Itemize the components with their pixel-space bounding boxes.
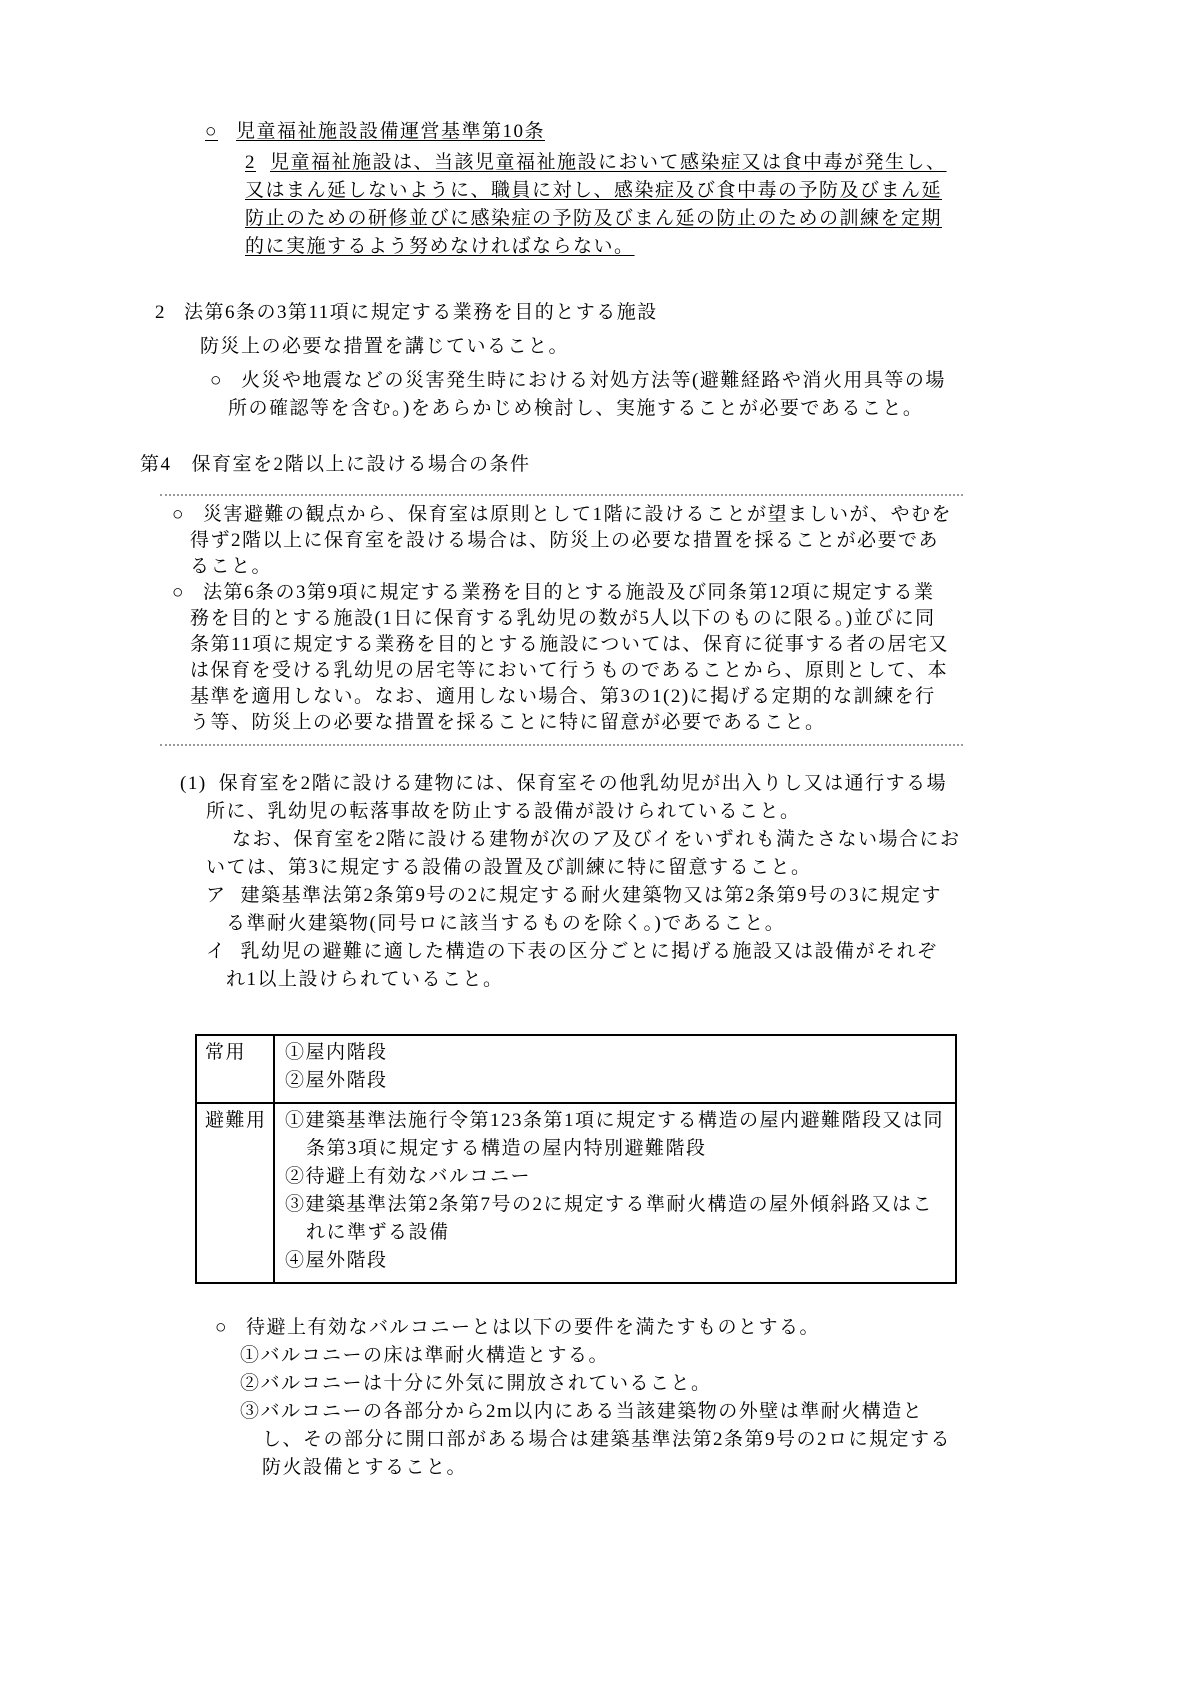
item-1-block (180, 770, 1181, 994)
section-4-heading-text: 保育室を2階以上に設ける場合の条件 (191, 454, 531, 475)
note-item (172, 580, 954, 736)
section-2-note (210, 367, 965, 423)
note-text: 災害避難の観点から、保育室は原則として1階に設けることが望ましいが、やむを得ず2階以上に保育室を設ける場合は、防災上の必要な措置を採ることが必要であること。 (190, 504, 952, 577)
balcony-heading-text: 待避上有効なバルコニーとは以下の要件を満たすものとする。 (245, 1317, 820, 1338)
balcony-heading (215, 1314, 963, 1342)
note-text: 法第6条の3第9項に規定する業務を目的とする施設及び同条第12項に規定する業務を目的とする施設(1日に保育する乳幼児の数が5人以下のものに限る。)並びに同条第11項に規定する業務を目的とする施設については、保育に従事する者の居宅又は保育を受ける乳幼児の居宅等において行うものであることから、原則として、本基準を適用しない。なお、適用しない場合、第3の1(2)に掲げる定期的な訓練を行う等、防災上の必要な措置を採ることに特に留意が必要であること。 (190, 582, 949, 733)
sub-item-i-text: 乳幼児の避難に適した構造の下表の区分ごとに掲げる施設又は設備がそれぞれ1以上設けられていること。 (226, 941, 938, 990)
table-row (196, 1035, 956, 1103)
section-2-heading-text: 法第6条の3第11項に規定する業務を目的とする施設 (184, 302, 658, 323)
circle-bullet-icon: ○ (210, 370, 223, 391)
section-2 (155, 299, 1181, 423)
item-1-number: (1) (180, 773, 207, 794)
table-cell-line: ②待避上有効なバルコニー (285, 1166, 532, 1187)
section-2-number: 2 (155, 302, 166, 323)
table-cell-line: ①屋内階段 (285, 1042, 388, 1063)
note-item (172, 502, 954, 580)
sub-item-i (206, 938, 958, 994)
table-cell-line: ④屋外階段 (285, 1250, 388, 1271)
section-2-heading (155, 299, 1181, 327)
balcony-requirement: ①バルコニーの床は準耐火構造とする。 (240, 1345, 610, 1366)
item-1-paragraph (180, 770, 962, 826)
table-cell-line: ③建築基準法第2条第7号の2に規定する準耐火構造の屋外傾斜路又はこれに準ずる設備 (285, 1194, 934, 1243)
section-2-note-text: 火災や地震などの災害発生時における対処方法等(避難経路や消火用具等の場所の確認等を含む。)をあらかじめ検討し、実施することが必要であること。 (228, 370, 946, 419)
balcony-requirements-block (215, 1314, 1181, 1482)
circle-bullet-icon: ○ (172, 582, 185, 603)
sub-item-a (206, 882, 958, 938)
item-1-note: なお、保育室を2階に設ける建物が次のア及びイをいずれも満たさない場合においては、第3に規定する設備の設置及び訓練に特に留意すること。 (206, 829, 961, 878)
section-ordinance-quote (205, 118, 1181, 261)
sub-item-a-label: ア (206, 885, 227, 906)
section-4-heading (140, 451, 1181, 479)
ordinance-paragraph (245, 149, 960, 261)
circle-bullet-icon: ○ (205, 121, 218, 142)
sub-item-i-label: イ (206, 941, 227, 962)
stair-facility-table (195, 1034, 957, 1284)
circle-bullet-icon: ○ (172, 504, 185, 525)
table-cell-line: ②屋外階段 (285, 1070, 388, 1091)
sub-item-a-text: 建築基準法第2条第9号の2に規定する耐火建築物又は第2条第9号の3に規定する準耐火建築物(同号ロに該当するものを除く。)であること。 (226, 885, 943, 934)
ordinance-title: 児童福祉施設設備運営基準第10条 (235, 121, 545, 142)
balcony-requirement-list (240, 1342, 962, 1482)
dotted-note-box (160, 494, 963, 746)
paragraph-number: 2 (245, 152, 256, 173)
circle-bullet-icon: ○ (215, 1317, 228, 1338)
section-2-requirement: 防災上の必要な措置を講じていること。 (200, 336, 570, 357)
table-cell-line: ①建築基準法施行令第123条第1項に規定する構造の屋内避難階段又は同条第3項に規定する構造の屋内特別避難階段 (285, 1110, 945, 1159)
balcony-requirement: ②バルコニーは十分に外気に開放されていること。 (240, 1373, 712, 1394)
section-4-number: 第4 (140, 454, 172, 475)
table-content-cell (274, 1103, 956, 1283)
item-1-text: 保育室を2階に設ける建物には、保育室その他乳幼児が出入りし又は通行する場所に、乳幼児の転落事故を防止する設備が設けられていること。 (206, 773, 948, 822)
paragraph-text: 児童福祉施設は、当該児童福祉施設において感染症又は食中毒が発生し、又はまん延しないように、職員に対し、感染症及び食中毒の予防及びまん延防止のための研修並びに感染症の予防及びまん延の防止のための訓練を定期的に実施するよう努めなければならない。 (245, 152, 947, 257)
table-category-cell: 常用 (196, 1035, 274, 1103)
table-content-cell (274, 1035, 956, 1103)
table-row (196, 1103, 956, 1283)
balcony-requirement: ③バルコニーの各部分から2m以内にある当該建築物の外壁は準耐火構造とし、その部分に開口部がある場合は建築基準法第2条第9号の2ロに規定する防火設備とすること。 (240, 1401, 952, 1478)
table-category-cell: 避難用 (196, 1103, 274, 1283)
ordinance-title-line (205, 118, 1181, 146)
